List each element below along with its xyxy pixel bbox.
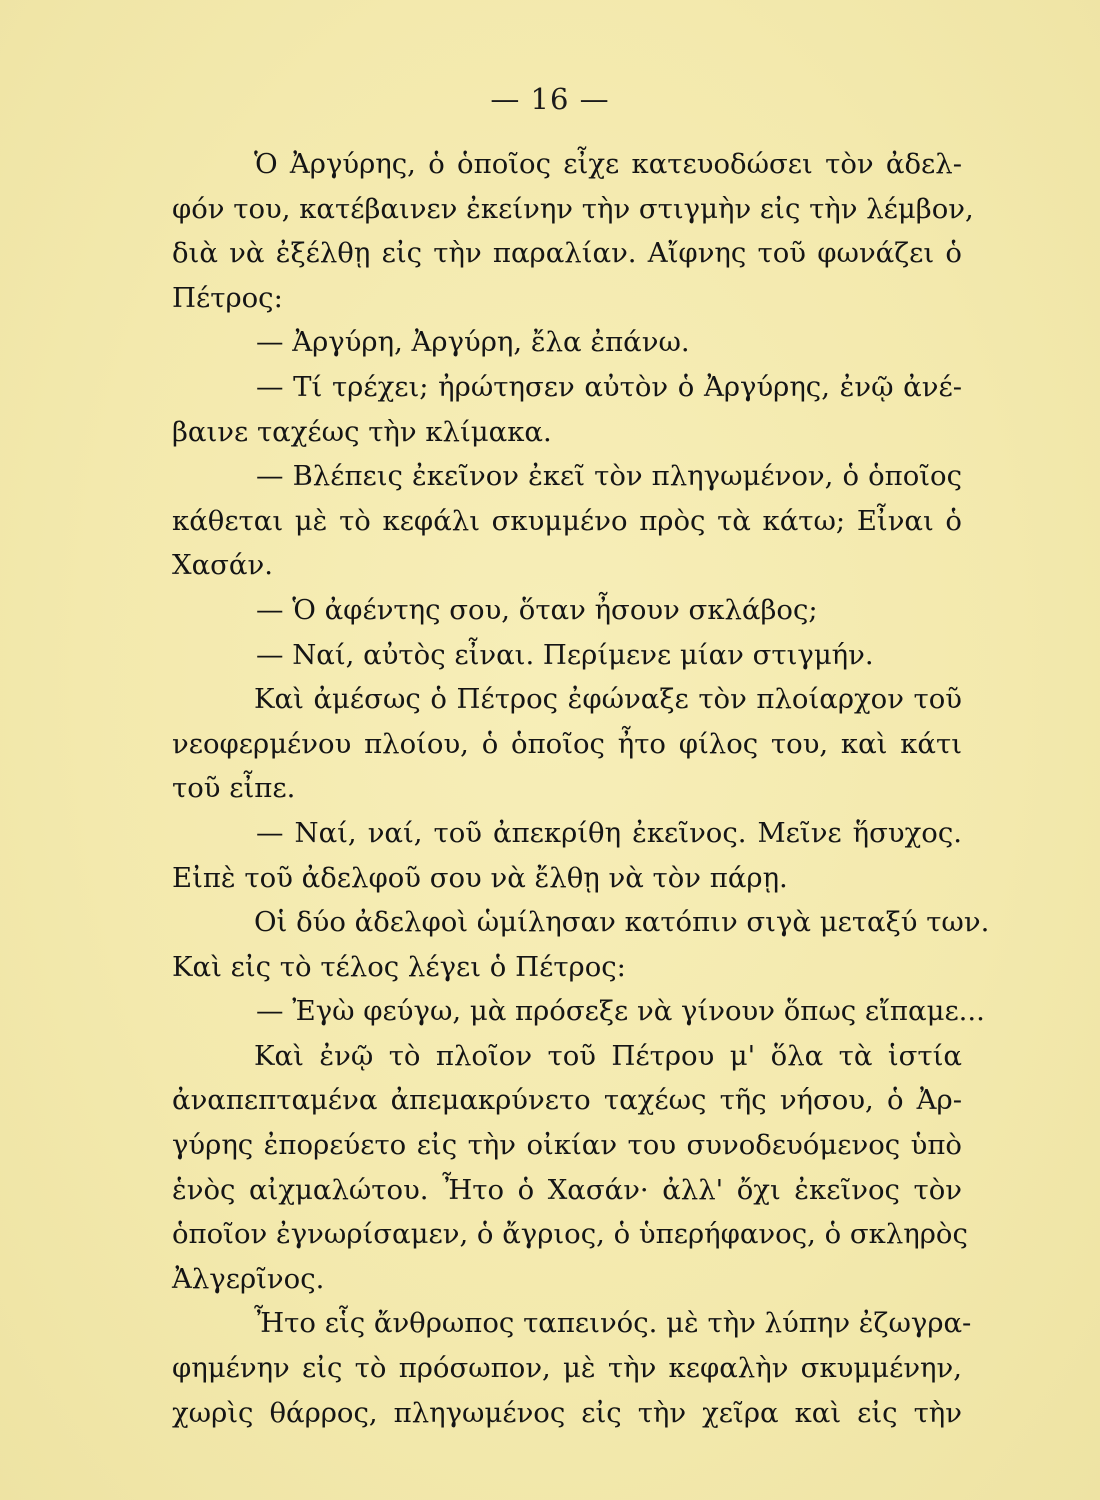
paragraph	[172, 1301, 972, 1435]
text-line: — Τί τρέχει; ἠρώτησεν αὐτὸν ὁ Ἀργύρης, ἐνῷ ἀνέ-	[256, 370, 962, 403]
text-line: — Ναί, ναί, τοῦ ἀπεκρίθη ἐκεῖνος. Μεῖνε ἥσυχος.	[256, 816, 962, 849]
text-line: Χασάν.	[172, 549, 273, 582]
text-line: — Ναί, αὐτὸς εἶναι. Περίμενε μίαν στιγμήν.	[256, 638, 874, 671]
text-line: φημένην εἰς τὸ πρόσωπον, μὲ τὴν κεφαλὴν σκυμμένην,	[172, 1352, 962, 1385]
paragraph	[172, 989, 985, 1034]
text-line: Εἰπὲ τοῦ ἀδελφοῦ σου νὰ ἔλθῃ νὰ τὸν πάρῃ.	[172, 861, 788, 894]
text-line: φόν του, κατέβαινεν ἐκείνην τὴν στιγμὴν εἰς τὴν λέμβον,	[172, 192, 974, 225]
text-line: Πέτρος:	[172, 281, 283, 314]
paragraph	[172, 142, 974, 320]
paragraph	[172, 811, 962, 900]
text-line: ἀναπεπταμένα ἀπεμακρύνετο ταχέως τῆς νήσου, ὁ Ἀρ-	[172, 1084, 962, 1117]
text-line: κάθεται μὲ τὸ κεφάλι σκυμμένο πρὸς τὰ κάτω; Εἶναι ὁ	[172, 504, 962, 537]
text-line: χωρὶς θάρρος, πληγωμένος εἰς τὴν χεῖρα καὶ εἰς τὴν	[172, 1396, 962, 1429]
text-line: Οἱ δύο ἀδελφοὶ ὡμίλησαν κατόπιν σιγὰ μεταξύ των.	[254, 906, 990, 939]
text-line: Ὁ Ἀργύρης, ὁ ὁποῖος εἶχε κατευοδώσει τὸν ἀδελ-	[254, 148, 962, 180]
text-line: νεοφερμένου πλοίου, ὁ ὁποῖος ἦτο φίλος του, καὶ κάτι	[172, 727, 962, 760]
text-line: διὰ νὰ ἐξέλθῃ εἰς τὴν παραλίαν. Αἴφνης τοῦ φωνάζει ὁ	[172, 237, 962, 270]
text-line: Καὶ ἐνῷ τὸ πλοῖον τοῦ Πέτρου μ' ὅλα τὰ ἱστία	[254, 1039, 962, 1072]
text-line: Ἦτο εἷς ἄνθρωπος ταπεινός. μὲ τὴν λύπην ἐζωγρα-	[254, 1307, 972, 1340]
paragraph	[172, 365, 962, 454]
text-line: — Βλέπεις ἐκεῖνον ἐκεῖ τὸν πληγωμένον, ὁ ὁποῖος	[256, 460, 962, 493]
text-line: γύρης ἐπορεύετο εἰς τὴν οἰκίαν του συνοδευόμενος ὑπὸ	[172, 1129, 962, 1162]
text-line: Καὶ εἰς τὸ τέλος λέγει ὁ Πέτρος:	[172, 950, 626, 983]
paragraph	[172, 633, 962, 678]
text-line: Ἀλγερῖνος.	[172, 1262, 325, 1295]
paragraph	[172, 1034, 968, 1302]
paragraph	[172, 320, 962, 365]
text-line: τοῦ εἶπε.	[172, 772, 296, 805]
text-line: ὁποῖον ἐγνωρίσαμεν, ὁ ἄγριος, ὁ ὑπερήφανος, ὁ σκληρὸς	[172, 1218, 968, 1251]
text-line: Καὶ ἀμέσως ὁ Πέτρος ἐφώναξε τὸν πλοίαρχον τοῦ	[254, 683, 962, 716]
paragraph	[172, 677, 962, 811]
text-line: — Ἀργύρη, Ἀργύρη, ἔλα ἐπάνω.	[256, 326, 690, 359]
text-line: βαινε ταχέως τὴν κλίμακα.	[172, 415, 552, 448]
paragraph	[172, 588, 962, 633]
paragraph	[172, 454, 962, 588]
paragraph	[172, 900, 990, 989]
text-line: — Ὁ ἀφέντης σου, ὅταν ἦσουν σκλάβος;	[256, 593, 818, 626]
body-text	[172, 142, 990, 1435]
text-line: — Ἐγὼ φεύγω, μὰ πρόσεξε νὰ γίνουν ὅπως εἴπαμε...	[256, 995, 985, 1028]
text-line: ἑνὸς αἰχμαλώτου. Ἦτο ὁ Χασάν· ἀλλ' ὄχι ἐκεῖνος τὸν	[172, 1173, 962, 1206]
page-number: — 16 —	[490, 82, 610, 116]
